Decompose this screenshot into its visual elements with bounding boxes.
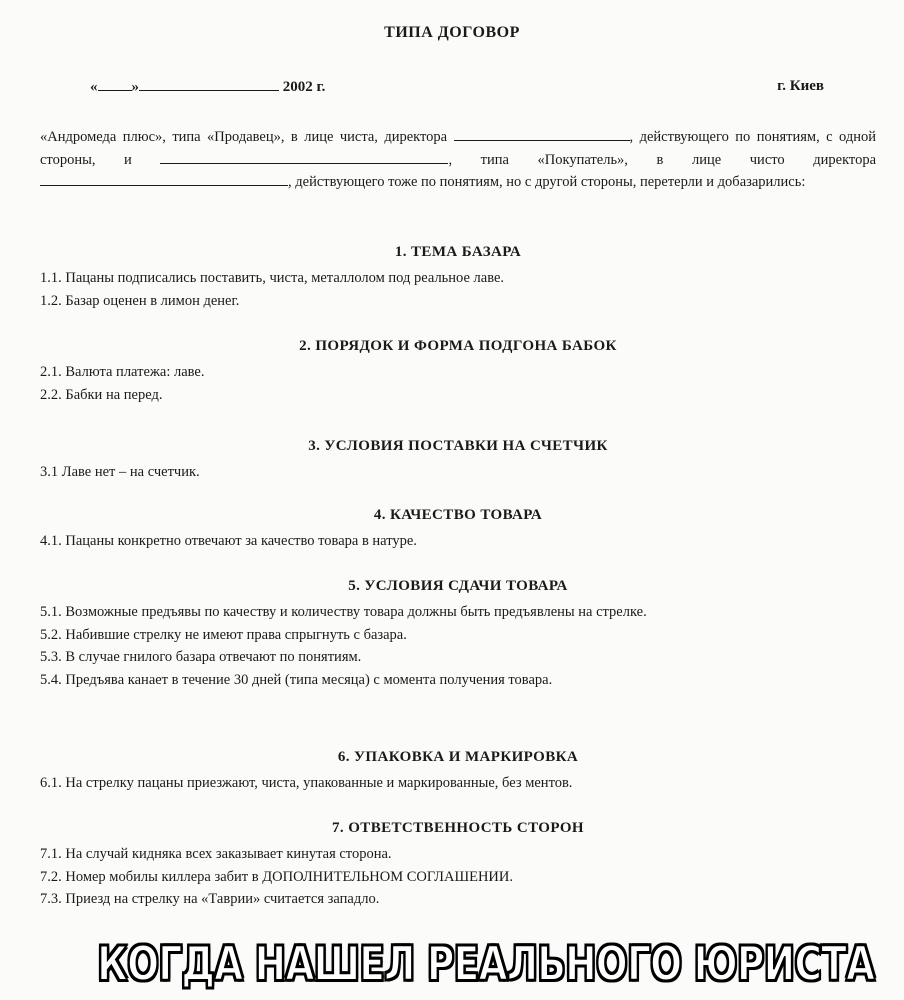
section-6 <box>40 749 876 795</box>
section-4 <box>40 507 876 553</box>
preamble-part-4: , действующего тоже по понятиям, но с другой стороны, перетерли и добазарились: <box>288 174 806 190</box>
date-open-quote: « <box>90 79 98 95</box>
section-heading: 7. ОТВЕТСТВЕННОСТЬ СТОРОН <box>332 820 584 836</box>
date-line <box>90 78 325 96</box>
month-blank <box>139 78 279 91</box>
preamble: «Андромеда плюс», типа «Продавец», в лице чиста, директора , действующего по понятиям, с одной стороны, и , типа «Покупатель», в лице чисто директора , действующего тоже по понятиям, но с другой стороны, перетерли и добазарились: <box>40 129 877 190</box>
clause: 5.4. Предъявa канает в течение 30 дней (типа месяца) с момента получения товара. <box>40 671 553 688</box>
section-heading: 2. ПОРЯДОК И ФОРМА ПОДГОНА БАБОК <box>299 338 617 354</box>
clause: 7.1. На случай кидняка всех заказывает кинутая сторона. <box>40 846 392 862</box>
day-blank <box>98 78 132 91</box>
clause: 7.3. Приезд на стрелку на «Таврии» считается западло. <box>40 891 380 907</box>
preamble-part-1: «Андромеда плюс», типа «Продавец», в лице чиста, директора <box>40 129 448 145</box>
clause: 2.1. Валюта платежа: лаве. <box>40 364 205 380</box>
clause: 5.2. Набившие стрелку не имеют права спрыгнуть с базара. <box>40 626 407 643</box>
section-2 <box>40 338 876 406</box>
clause: 5.3. В случае гнилого базара отвечают по понятиям. <box>40 649 362 665</box>
clause: 7.2. Номер мобилы киллера забит в ДОПОЛНИТЕЛЬНОМ СОГЛАШЕНИИ. <box>40 868 513 885</box>
seller-director-blank <box>454 128 630 141</box>
document-year: 2002 г. <box>282 79 326 95</box>
clause: 1.2. Базар оценен в лимон денег. <box>40 292 240 309</box>
section-1 <box>40 244 876 312</box>
document-title: ТИПА ДОГОВОР <box>384 24 520 41</box>
meme-caption-text: КОГДА НАШЕЛ РЕАЛЬНОГО ЮРИСТА <box>97 937 875 992</box>
preamble-part-3: , типа «Покупатель», в лице чисто директора <box>448 151 877 168</box>
preamble-part-2: действующего по понятиям, с одной стороны, и <box>40 129 876 168</box>
clause: 6.1. На стрелку пацаны приезжают, чиста, упакованные и маркированные, без ментов. <box>40 775 573 791</box>
document-city: г. Киев <box>777 78 824 94</box>
date-close-quote: » <box>131 79 139 95</box>
section-heading: 3. УСЛОВИЯ ПОСТАВКИ НА СЧЕТЧИК <box>308 438 608 454</box>
section-heading: 5. УСЛОВИЯ СДАЧИ ТОВАРА <box>348 578 568 594</box>
clause: 1.1. Пацаны подписались поставить, чиста, металлолом под реальное лаве. <box>40 270 505 286</box>
clause: 5.1. Возможные предъявы по качеству и количеству товара должны быть предъявлены на стрелке. <box>40 604 647 620</box>
section-5 <box>40 578 876 691</box>
clause: 3.1 Лаве нет – на счетчик. <box>40 464 200 480</box>
meme-caption <box>0 930 904 1000</box>
section-heading: 1. ТЕМА БАЗАРА <box>394 244 522 260</box>
section-heading: 4. КАЧЕСТВО ТОВАРА <box>373 507 543 523</box>
buyer-name-blank <box>160 151 448 164</box>
section-3 <box>40 438 876 484</box>
buyer-director-blank <box>40 173 288 186</box>
section-heading: 6. УПАКОВКА И МАРКИРОВКА <box>337 749 579 765</box>
section-7 <box>40 820 876 911</box>
clause: 4.1. Пацаны конкретно отвечают за качество товара в натуре. <box>40 533 417 549</box>
clause: 2.2. Бабки на перед. <box>40 386 163 403</box>
